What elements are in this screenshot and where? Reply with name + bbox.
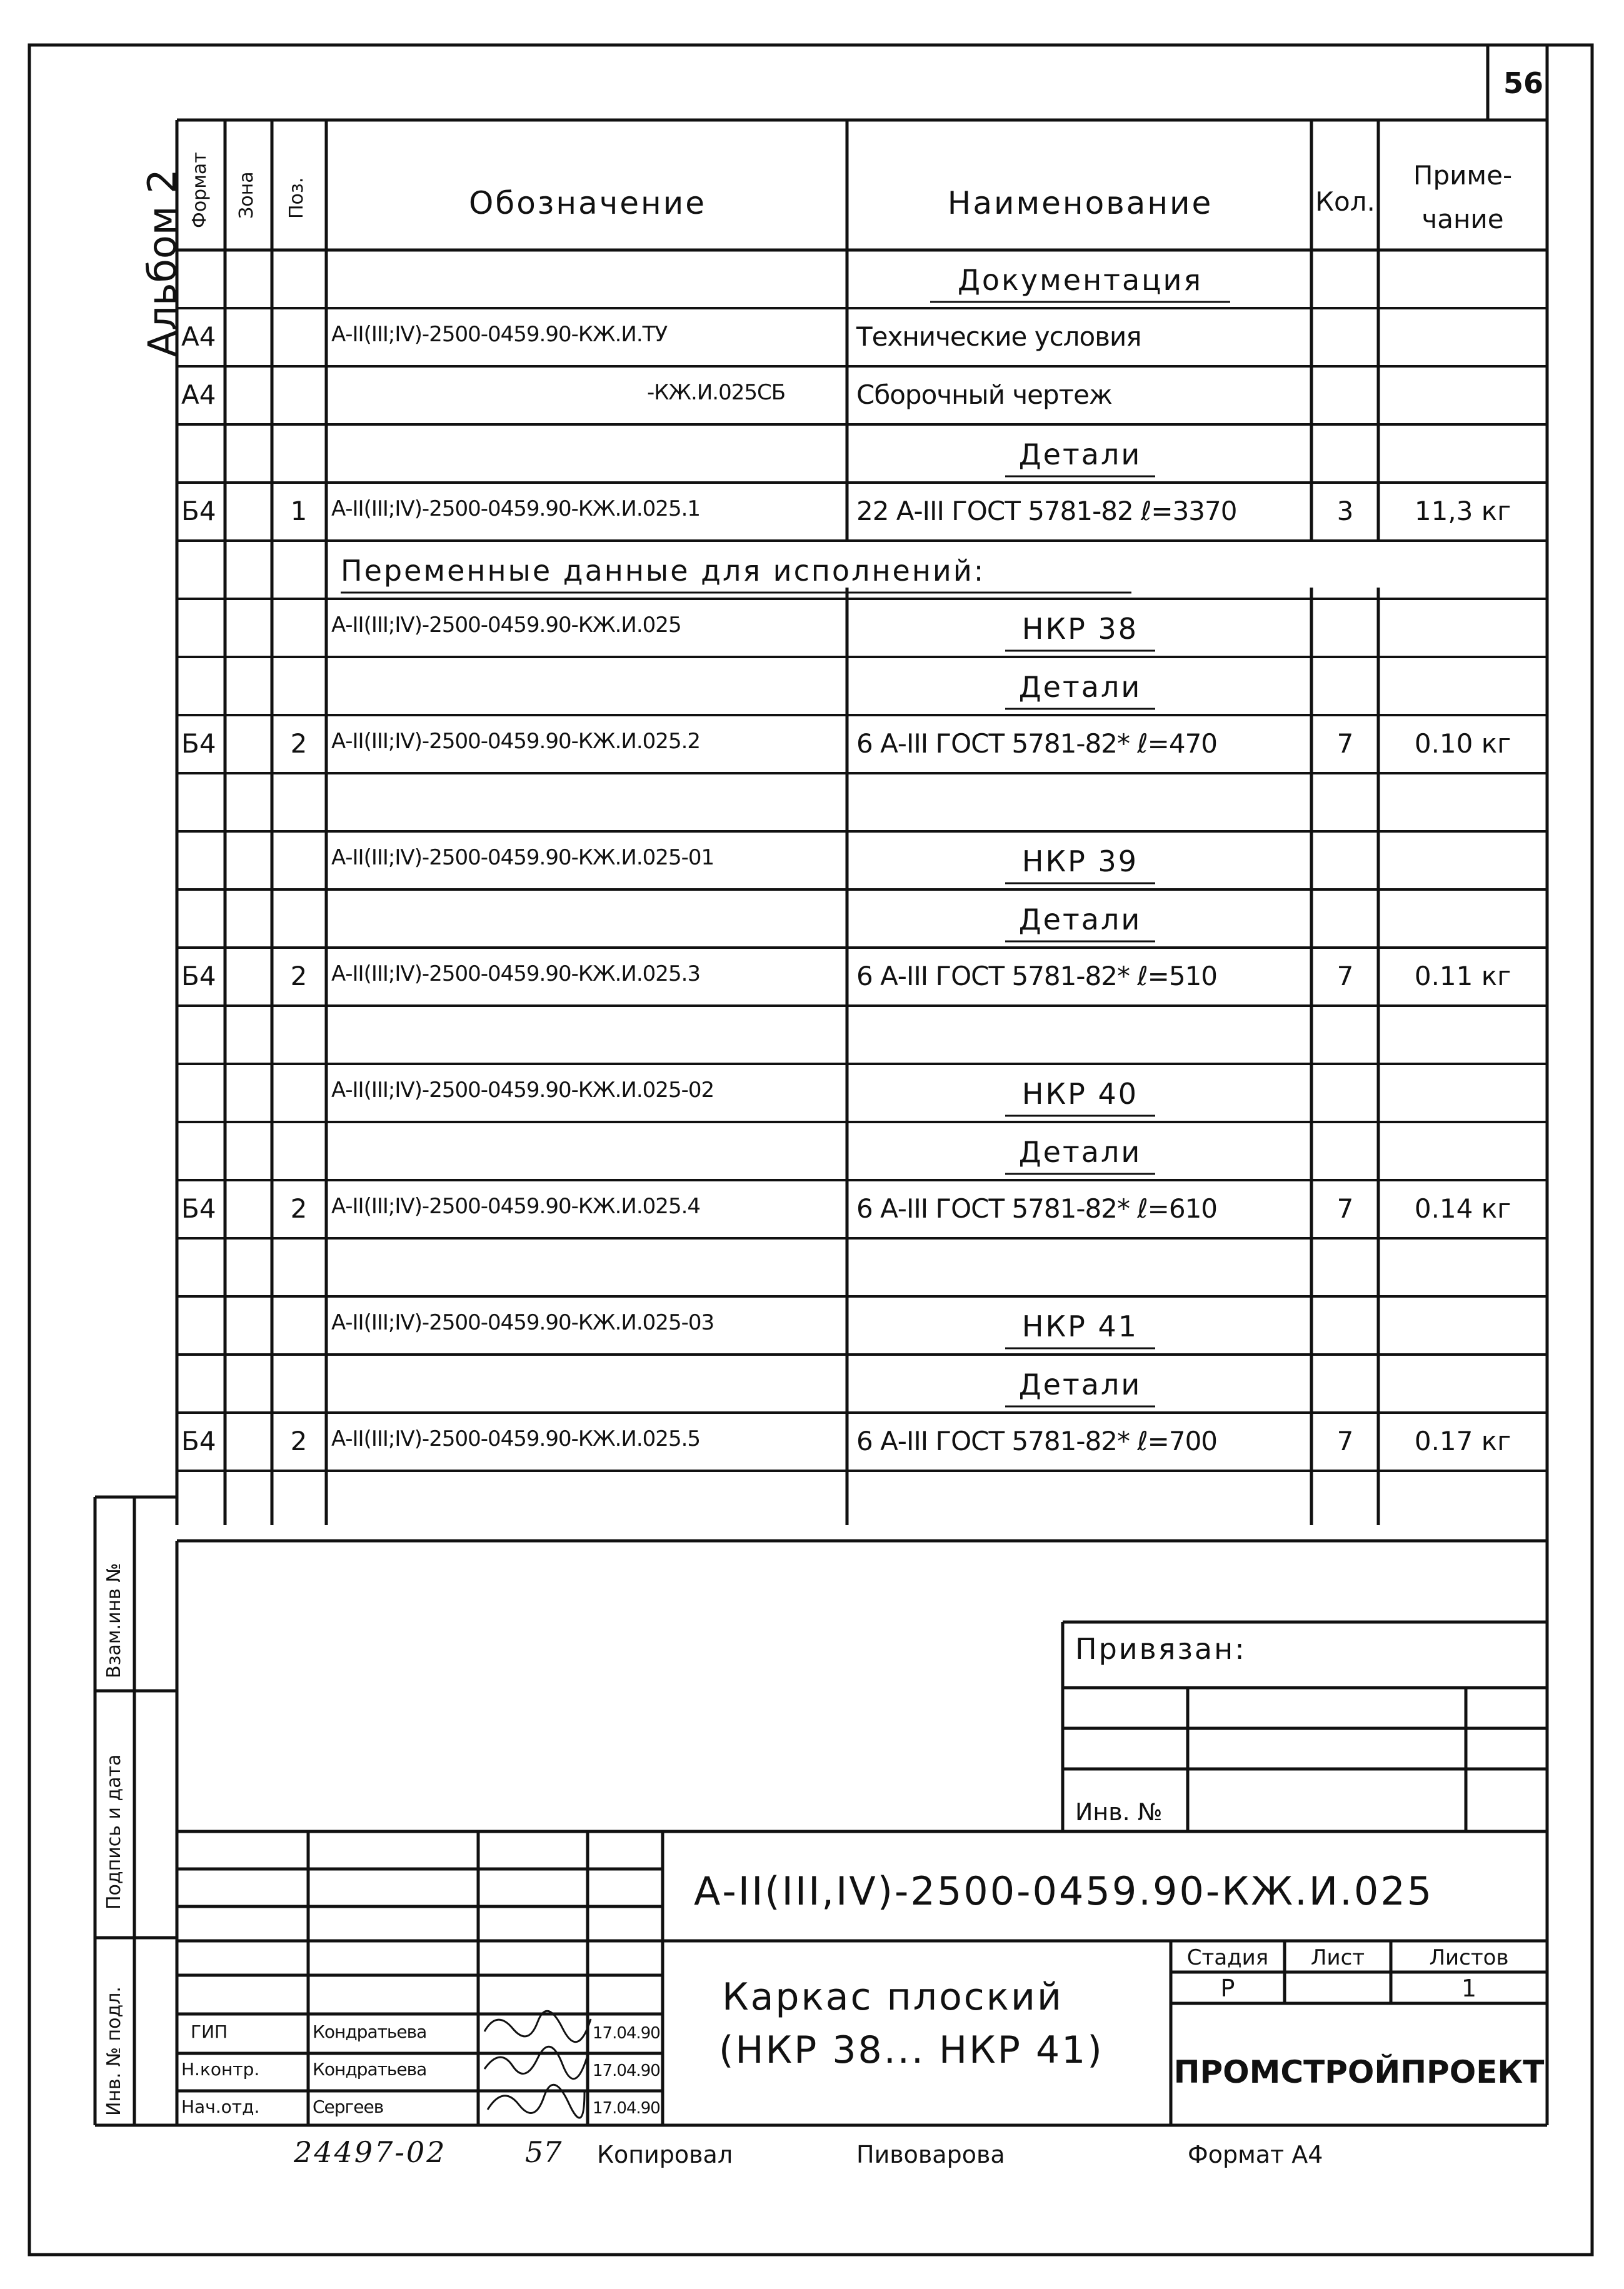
header-note-line2: чание [1421, 204, 1504, 234]
cell-qty: 3 [1336, 496, 1354, 526]
staff-name-3: Сергеев [313, 2096, 384, 2117]
title-line1: Каркас плоский [722, 1975, 1064, 2019]
cell-qty: 7 [1336, 1193, 1354, 1224]
cell-name: 6 А-III ГОСТ 5781-82* ℓ=610 [856, 1193, 1218, 1224]
archive-page: 57 [525, 2135, 562, 2169]
cell-name: Сборочный чертеж [856, 379, 1112, 410]
cell-note: 11,3 кг [1414, 496, 1511, 526]
header-zone: Зона [236, 171, 258, 219]
format-label: Формат А4 [1188, 2141, 1323, 2168]
cell-designation: А-II(III;IV)-2500-0459.90-КЖ.И.025.2 [331, 729, 701, 754]
cell-pos: 2 [290, 1426, 308, 1456]
cell-name-heading: Детали [1018, 438, 1142, 471]
cell-name: 6 А-III ГОСТ 5781-82* ℓ=510 [856, 961, 1218, 991]
cell-format: Б4 [181, 1426, 216, 1456]
cell-format: Б4 [181, 1193, 216, 1224]
cell-format: А4 [181, 321, 216, 352]
staff-date-3: 17.04.90 [593, 2099, 660, 2118]
staff-date-2: 17.04.90 [593, 2061, 660, 2080]
staff-name-1: Кондратьева [313, 2021, 427, 2042]
cell-name: 22 А-III ГОСТ 5781-82 ℓ=3370 [856, 496, 1237, 526]
cell-note: 0.14 кг [1414, 1193, 1511, 1224]
staff-date-1: 17.04.90 [593, 2024, 660, 2043]
binding-inv: Инв. № [1075, 1798, 1163, 1826]
archive-number: 24497-02 [294, 2135, 447, 2169]
header-designation: Обозначение [469, 185, 706, 221]
cell-name-heading: Детали [1018, 1135, 1142, 1169]
binding-title: Привязан: [1075, 1632, 1246, 1666]
cell-pos: 2 [290, 961, 308, 991]
album-label: Альбом 2 [139, 169, 185, 357]
cell-designation: А-II(III;IV)-2500-0459.90-КЖ.И.025.4 [331, 1194, 701, 1219]
cell-format: Б4 [181, 728, 216, 759]
title-line2: (НКР 38... НКР 41) [719, 2028, 1104, 2072]
cell-designation: А-II(III;IV)-2500-0459.90-КЖ.И.025.1 [331, 496, 701, 521]
sheet-label: Лист [1310, 1945, 1365, 1970]
cell-designation-heading: Переменные данные для исполнений: [341, 554, 986, 588]
sheets-label: Листов [1429, 1945, 1509, 1970]
cell-designation: А-II(III;IV)-2500-0459.90-КЖ.И.025 [331, 613, 681, 638]
cell-name-heading: Документация [957, 263, 1203, 297]
staff-name-2: Кондратьева [313, 2059, 427, 2080]
header-format: Формат [189, 152, 211, 228]
side-label-vzam: Взам.инв № [103, 1563, 125, 1678]
cell-qty: 7 [1336, 1426, 1354, 1456]
cell-note: 0.17 кг [1414, 1426, 1511, 1456]
header-pos: Поз. [286, 177, 308, 219]
document-code: А-II(III,IV)-2500-0459.90-КЖ.И.025 [694, 1868, 1434, 1914]
header-qty: Кол. [1315, 186, 1375, 217]
cell-designation: А-II(III;IV)-2500-0459.90-КЖ.И.025-01 [331, 845, 714, 870]
staff-role-2: Н.контр. [181, 2059, 260, 2080]
cell-qty: 7 [1336, 961, 1354, 991]
cell-name-heading: НКР 40 [1021, 1077, 1139, 1111]
cell-format: Б4 [181, 961, 216, 991]
cell-name: 6 А-III ГОСТ 5781-82* ℓ=470 [856, 728, 1218, 759]
header-note-line1: Приме- [1413, 160, 1513, 191]
side-label-inv-podl: Инв. № подл. [103, 1986, 125, 2116]
organization: ПРОМСТРОЙПРОЕКТ [1173, 2054, 1545, 2090]
cell-designation: А-II(III;IV)-2500-0459.90-КЖ.И.025.5 [331, 1426, 701, 1451]
cell-pos: 2 [290, 728, 308, 759]
cell-name-heading: Детали [1018, 903, 1142, 936]
cell-designation: А-II(III;IV)-2500-0459.90-КЖ.И.025.3 [331, 961, 701, 986]
sheet-number: 56 [1503, 66, 1544, 100]
cell-pos: 1 [290, 496, 308, 526]
stage-value: Р [1220, 1975, 1235, 2002]
cell-name-heading: Детали [1018, 1368, 1142, 1401]
sheets-value: 1 [1461, 1975, 1477, 2002]
cell-note: 0.11 кг [1414, 961, 1511, 991]
cell-name-heading: НКР 41 [1021, 1310, 1139, 1343]
cell-pos: 2 [290, 1193, 308, 1224]
cell-name: 6 А-III ГОСТ 5781-82* ℓ=700 [856, 1426, 1218, 1456]
copied-label: Копировал [597, 2141, 733, 2168]
cell-note: 0.10 кг [1414, 728, 1511, 759]
cell-name: Технические условия [856, 321, 1141, 352]
cell-designation: -КЖ.И.025СБ [647, 380, 786, 405]
cell-format: А4 [181, 379, 216, 410]
cell-designation: А-II(III;IV)-2500-0459.90-КЖ.И.025-02 [331, 1078, 714, 1103]
staff-role-3: Нач.отд. [181, 2096, 260, 2117]
cell-name-heading: Детали [1018, 670, 1142, 704]
side-label-podpis: Подпись и дата [103, 1754, 125, 1910]
header-name: Наименование [947, 185, 1213, 221]
cell-format: Б4 [181, 496, 216, 526]
cell-qty: 7 [1336, 728, 1354, 759]
copied-by: Пивоварова [856, 2141, 1005, 2168]
cell-designation: А-II(III;IV)-2500-0459.90-КЖ.И.ТУ [331, 322, 668, 347]
cell-designation: А-II(III;IV)-2500-0459.90-КЖ.И.025-03 [331, 1310, 714, 1335]
stage-label: Стадия [1186, 1945, 1269, 1970]
staff-role-1: ГИП [191, 2021, 228, 2042]
cell-name-heading: НКР 38 [1021, 612, 1139, 646]
cell-name-heading: НКР 39 [1021, 844, 1139, 878]
